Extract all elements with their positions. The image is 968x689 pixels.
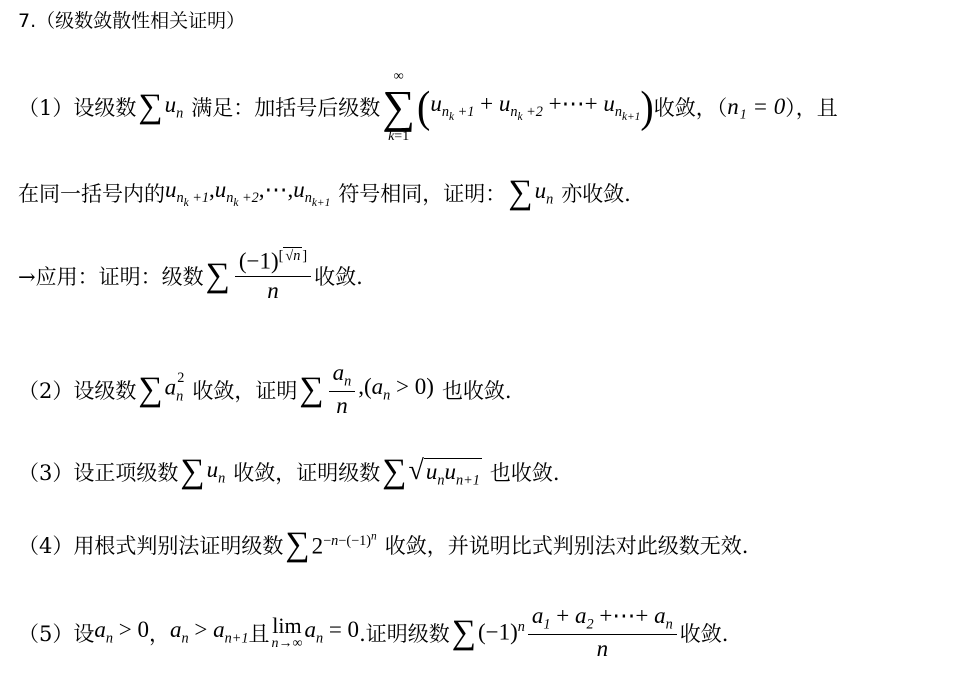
problem-title bbox=[18, 6, 958, 33]
part-1-converge-text: 收敛，（ bbox=[653, 96, 728, 120]
part-1-statement bbox=[18, 70, 958, 144]
fraction-an-over-n: $\frac{a_n}{n}$ bbox=[329, 360, 356, 419]
part-2-mid: 收敛，证明 bbox=[192, 378, 298, 403]
math-sqrt-un-un1: $√u_nu_{n+1}$ bbox=[408, 455, 480, 489]
math-un: $u_n$ bbox=[206, 457, 226, 487]
math-un: $u_n$ bbox=[164, 91, 184, 122]
part-5-and: 且 bbox=[248, 621, 270, 646]
part-1-satisfy-text: 满足：加括号后级数 bbox=[191, 96, 381, 120]
application-end: 收敛. bbox=[314, 265, 363, 290]
math-terms-list: $u_{n_k +1},u_{n_k +2},\cdots,u_{n_{k+1}}$ bbox=[165, 176, 331, 210]
part-5-label: （5）设 bbox=[18, 621, 95, 646]
part-2-statement bbox=[18, 360, 958, 419]
sum-symbol: ∑ bbox=[299, 370, 324, 408]
sum-symbol: ∑ bbox=[138, 370, 163, 408]
part-1-line2-mid: 符号相同，证明： bbox=[338, 182, 507, 206]
part-4-label: （4）用根式判别法证明级数 bbox=[18, 534, 284, 558]
sum-symbol: ∑ bbox=[451, 613, 476, 651]
application-statement bbox=[18, 248, 958, 305]
part-1-statement-cont bbox=[18, 176, 958, 210]
part-5-statement bbox=[18, 603, 958, 662]
math-power-of-2: $2^{-n-(-1)^n}$ bbox=[311, 530, 377, 559]
part-1-end-text: ），且 bbox=[785, 96, 838, 120]
sum-symbol: ∑ bbox=[180, 453, 205, 491]
part-4-statement bbox=[18, 528, 958, 562]
part-5-sep: ， bbox=[148, 621, 170, 646]
part-1-label: （1）设级数 bbox=[18, 96, 137, 120]
application-label: →应用：证明：级数 bbox=[18, 265, 204, 290]
part-5-mid: .证明级数 bbox=[359, 621, 450, 646]
math-an-eq-0: $a_n = 0$ bbox=[304, 617, 360, 647]
math-bracket-group: $u_{n_k +1} + u_{n_k +2}$ +⋯+ $u_{n_{k+1}}$ bbox=[430, 90, 641, 124]
sum-k-1-inf: ∞ ∑ k=1 bbox=[382, 69, 416, 144]
part-3-statement bbox=[18, 455, 958, 490]
part-5-end: 收敛. bbox=[679, 621, 729, 646]
math-un: $u_n$ bbox=[534, 177, 554, 208]
part-2-end: 也收敛. bbox=[441, 378, 512, 403]
fraction-average: $\frac{a_1 + a_2 +\cdots+ a_n}{n}$ bbox=[528, 603, 677, 662]
right-paren: ) bbox=[640, 81, 654, 132]
math-an-squared: $a_n^2$ bbox=[164, 370, 185, 405]
part-1-line2-pre: 在同一括号内的 bbox=[18, 182, 165, 206]
sum-symbol: ∑ bbox=[382, 453, 407, 491]
part-3-mid: 收敛，证明级数 bbox=[233, 461, 381, 486]
sum-symbol: ∑ bbox=[138, 88, 163, 125]
sum-symbol: ∑ bbox=[205, 257, 230, 295]
sum-symbol: ∑ bbox=[508, 174, 533, 211]
part-2-label: （2）设级数 bbox=[18, 378, 137, 403]
fraction-app: $\frac{(-1)^{[ √n ]}}{n}$ bbox=[235, 248, 311, 305]
limit-expression: lim n→∞ bbox=[271, 612, 303, 651]
problem-title-text: 7.（级数敛散性相关证明） bbox=[18, 10, 246, 32]
math-an-positive: $,(a_n > 0)$ bbox=[358, 374, 434, 404]
math-an-gt-0: $a_n > 0$ bbox=[94, 617, 149, 647]
part-3-label: （3）设正项级数 bbox=[18, 461, 179, 486]
left-paren: ( bbox=[417, 81, 431, 132]
math-n1-zero: n₁ = 0 bbox=[727, 94, 786, 119]
sum-symbol: ∑ bbox=[285, 526, 310, 563]
part-3-end: 也收敛. bbox=[489, 461, 560, 486]
math-neg1-power-n: $(-1)^n$ bbox=[478, 619, 525, 646]
part-4-end: 收敛，并说明比式判别法对此级数无效. bbox=[384, 534, 749, 558]
part-1-line2-end: 亦收敛. bbox=[561, 182, 631, 206]
math-an-gt-an1: $a_n > a_{n+1}$ bbox=[169, 617, 249, 647]
